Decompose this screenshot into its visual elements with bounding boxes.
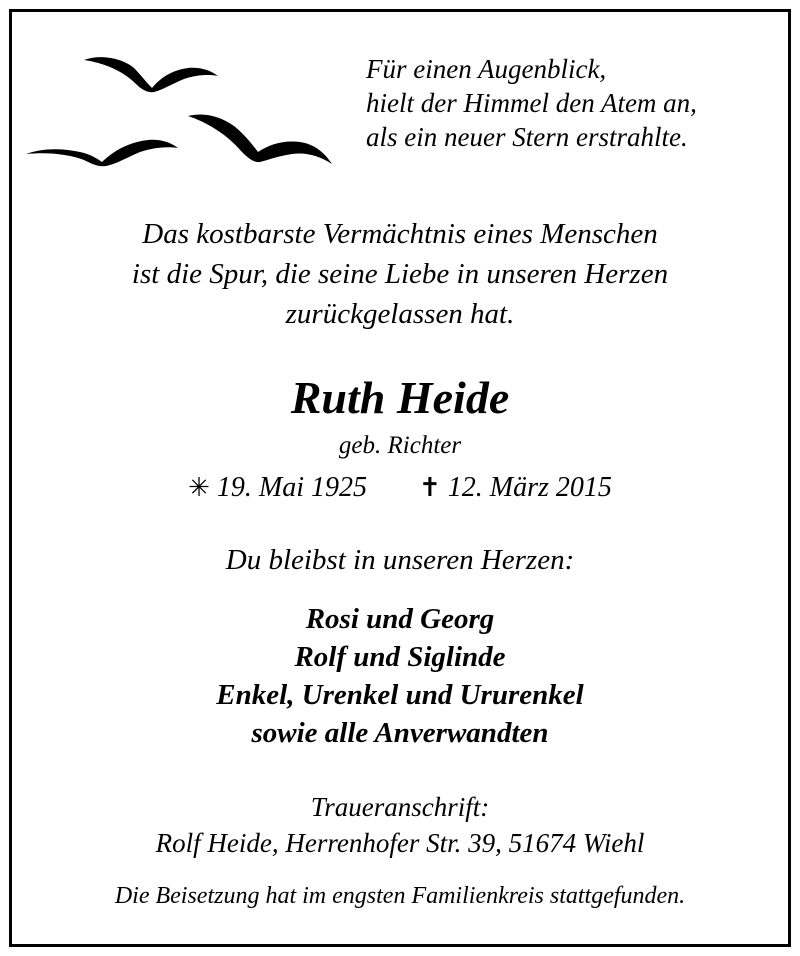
death-date: 12. März 2015 [447, 472, 612, 503]
deceased-name: Ruth Heide [290, 372, 510, 423]
poem-line: Für einen Augenblick, [366, 54, 607, 84]
poem-line: hielt der Himmel den Atem an, [366, 88, 697, 118]
quote-line: Das kostbarste Vermächtnis eines Menschen [142, 218, 658, 250]
remembrance-line: Du bleibst in unseren Herzen: [225, 544, 575, 576]
bird-icon [26, 140, 178, 166]
mourner-line: Enkel, Urenkel und Ururenkel [216, 679, 584, 711]
birth-star-icon: ✳ [188, 473, 210, 502]
maiden-name: geb. Richter [338, 432, 462, 459]
cross-icon: ✝ [418, 473, 441, 502]
address-label: Traueranschrift: [310, 792, 490, 822]
address-line: Rolf Heide, Herrenhofer Str. 39, 51674 Wiehl [155, 828, 645, 858]
birth-date: 19. Mai 1925 [216, 472, 367, 503]
bird-icon [188, 114, 332, 164]
quote-line: zurückgelassen hat. [285, 298, 515, 330]
mourners-list [0, 600, 800, 752]
bird-icon [84, 57, 218, 92]
burial-note: Die Beisetzung hat im engsten Familienkreis stattgefunden. [114, 883, 686, 909]
mourner-line: Rolf und Siglinde [294, 641, 506, 673]
poem-line: als ein neuer Stern erstrahlte. [366, 122, 688, 152]
quote-line: ist die Spur, die seine Liebe in unseren Herzen [131, 258, 669, 290]
quote [0, 214, 800, 334]
mourner-line: sowie alle Anverwandten [251, 717, 549, 749]
poem [366, 52, 766, 154]
birds-icon [22, 48, 342, 178]
mourning-address [0, 789, 800, 861]
life-dates [0, 470, 800, 506]
mourner-line: Rosi und Georg [305, 603, 495, 635]
